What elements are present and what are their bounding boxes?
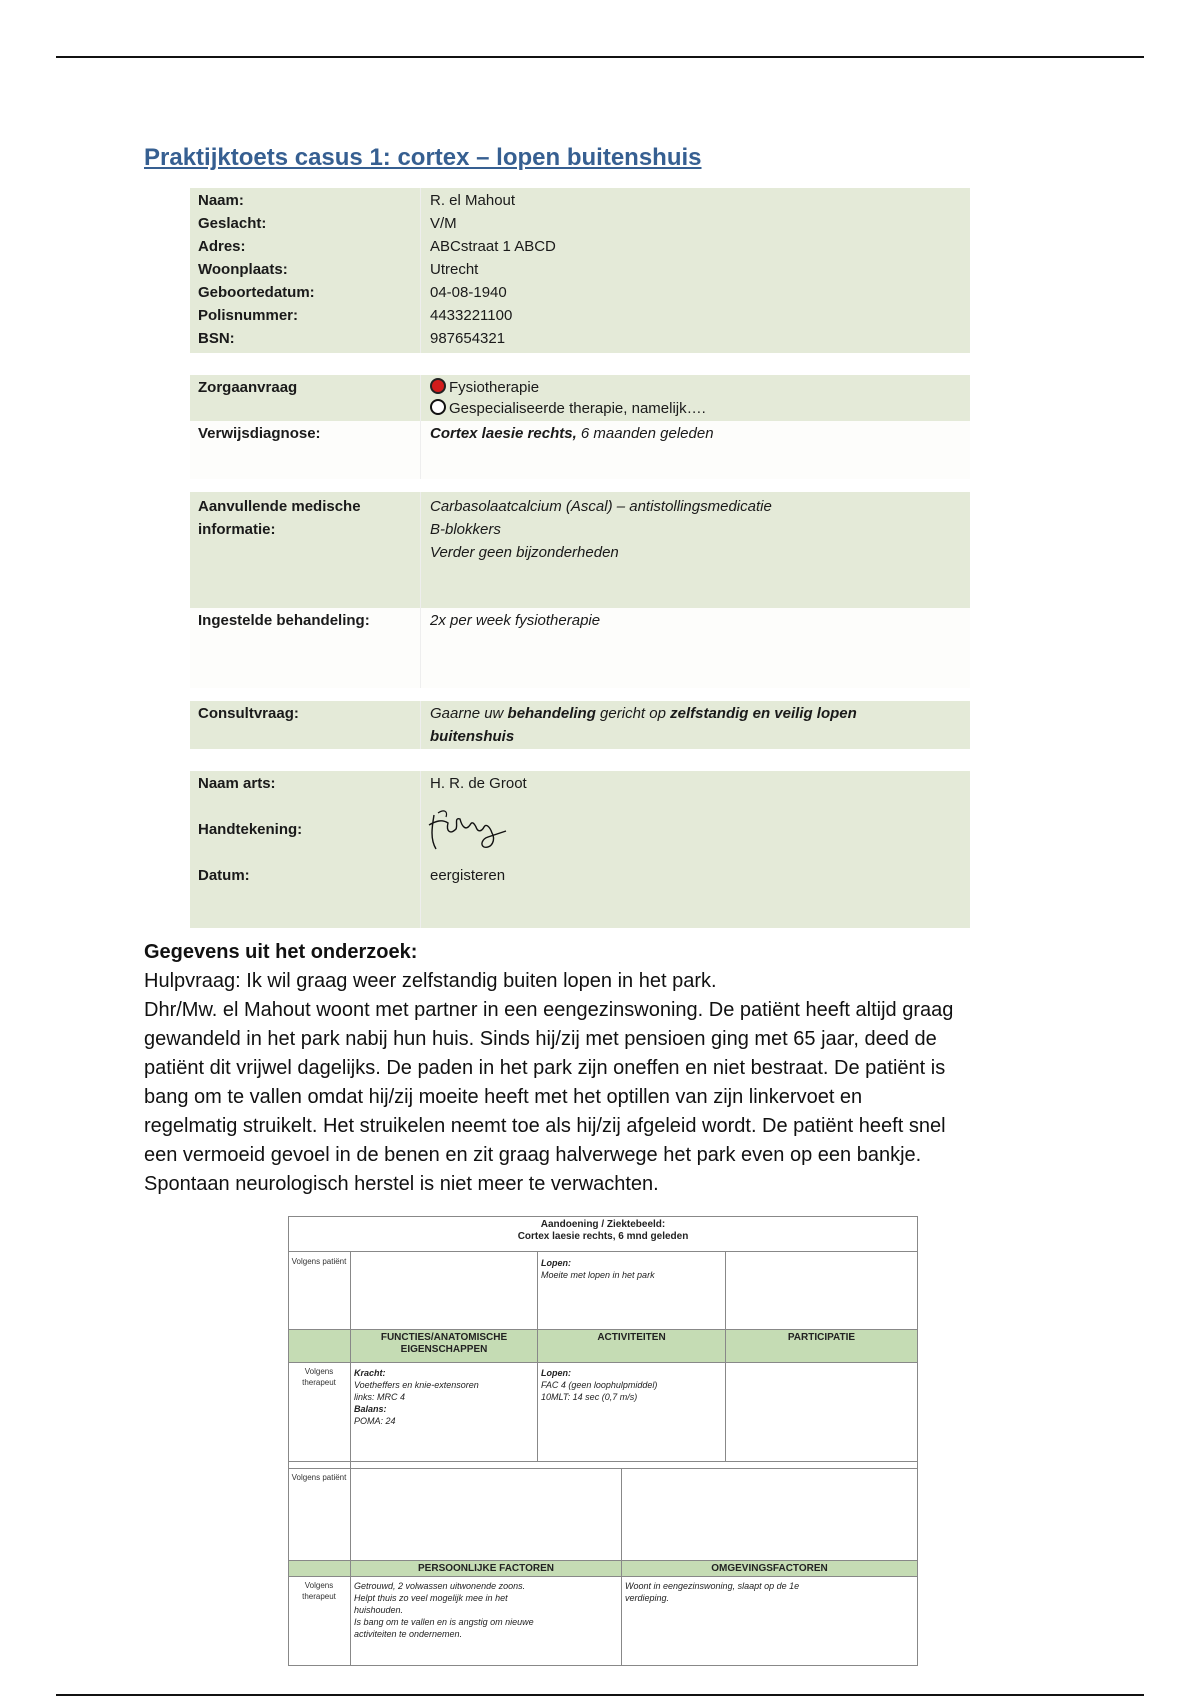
behandeling-value: 2x per week fysiotherapie [430, 612, 601, 629]
arts-block [190, 771, 970, 928]
behandeling-block [190, 608, 970, 688]
aanvullend-block [190, 492, 970, 608]
icf-hdr-persoonlijk: PERSOONLIJKE FACTOREN [350, 1560, 622, 1577]
onderzoek-heading: Gegevens uit het onderzoek: [144, 941, 418, 963]
onderzoek-line-7: Spontaan neurologisch herstel is niet meer te verwachten. [144, 1173, 659, 1195]
patient-label-naam: Naam: [198, 192, 244, 209]
zorgaanvraag-label: Zorgaanvraag [198, 379, 298, 396]
patient-value-geboortedatum: 04-08-1940 [430, 284, 507, 301]
onderzoek-line-6: een vermoeid gevoel in de benen en zit graag halverwege het park even op een bankje. [144, 1144, 922, 1166]
icf-functies-therapeut: Kracht: Voetheffers en knie-extensoren links: MRC 4 Balans: POMA: 24 [354, 1368, 479, 1426]
icf-hdr-participatie: PARTICIPATIE [725, 1329, 918, 1363]
patient-label-bsn: BSN: [198, 330, 235, 347]
onderzoek-section [144, 938, 1084, 1199]
icf-activiteiten-therapeut: Lopen: FAC 4 (geen loophulpmiddel) 10MLT: 14 sec (0,7 m/s) [541, 1368, 658, 1402]
icf-title: Aandoening / Ziektebeeld: Cortex laesie rechts, 6 mnd geleden [517, 1219, 689, 1242]
icf-volgens-patient-1: Volgens patiënt [291, 1257, 347, 1266]
onderzoek-line-2: gewandeld in het park nabij hun huis. Sinds hij/zij met pensioen ging met 65 jaar, deed de [144, 1028, 937, 1050]
icf-volgens-therapeut-2: Volgens therapeut [302, 1581, 336, 1601]
patient-value-polisnummer: 4433221100 [430, 307, 513, 324]
icf-hdr-omgeving: OMGEVINGSFACTOREN [621, 1560, 918, 1577]
icf-volgens-therapeut-1: Volgens therapeut [302, 1367, 336, 1387]
icf-lopen-patient: Lopen: Moeite met lopen in het park [541, 1258, 655, 1280]
radio-unselected-icon [430, 399, 446, 415]
aanvullend-label-2: informatie: [198, 521, 276, 538]
patient-value-geslacht: V/M [430, 215, 457, 232]
icf-hdr-corner [288, 1329, 351, 1363]
patient-value-bsn: 987654321 [430, 330, 506, 347]
zorgaanvraag-block [190, 375, 970, 421]
datum-label: Datum: [198, 867, 250, 884]
footer-rule [56, 1694, 1144, 1696]
icf-schema [288, 1216, 918, 1666]
aanvullend-label-1: Aanvullende medische [198, 498, 361, 515]
icf-persoonlijk-therapeut: Getrouwd, 2 volwassen uitwonende zoons. Helpt thuis zo veel mogelijk mee in het huishouden. Is bang om te vallen en is angstig om nieuwe activiteiten te ondernemen. [354, 1581, 534, 1639]
aanvullend-line-2: B-blokkers [430, 521, 501, 538]
patient-value-woonplaats: Utrecht [430, 261, 479, 278]
patient-label-woonplaats: Woonplaats: [198, 261, 288, 278]
consult-line-1: Gaarne uw behandeling gericht op zelfstandig en veilig lopen [430, 705, 857, 722]
consult-label: Consultvraag: [198, 705, 299, 722]
zorgaanvraag-option-gespecialiseerd[interactable]: Gespecialiseerde therapie, namelijk…. [430, 399, 706, 417]
patient-value-adres: ABCstraat 1 ABCD [430, 238, 556, 255]
handtekening-label: Handtekening: [198, 821, 303, 838]
patient-label-adres: Adres: [198, 238, 246, 255]
behandeling-label: Ingestelde behandeling: [198, 612, 370, 629]
aanvullend-line-1: Carbasolaatcalcium (Ascal) – antistollingsmedicatie [430, 498, 772, 515]
verwijsdiagnose-block [190, 421, 970, 479]
hulpvraag: Hulpvraag: Ik wil graag weer zelfstandig buiten lopen in het park. [144, 970, 717, 992]
icf-hdr-corner-2 [288, 1560, 351, 1577]
icf-hdr-activiteiten: ACTIVITEITEN [537, 1329, 726, 1363]
consult-block [190, 701, 970, 749]
icf-volgens-patient-2: Volgens patiënt [291, 1473, 347, 1482]
icf-hdr-functies: FUNCTIES/ANATOMISCHE EIGENSCHAPPEN [350, 1329, 538, 1363]
onderzoek-line-4: bang om te vallen omdat hij/zij moeite heeft met het optillen van zijn linkervoet en [144, 1086, 863, 1108]
patient-block [190, 188, 970, 353]
onderzoek-line-3: patiënt dit vrijwel dagelijks. De paden in het park zijn oneffen en niet bestraat. De patiënt is [144, 1057, 946, 1079]
consult-line-2: buitenshuis [430, 728, 515, 745]
patient-label-polisnummer: Polisnummer: [198, 307, 299, 324]
patient-label-geboortedatum: Geboortedatum: [198, 284, 315, 301]
radio-selected-icon [430, 378, 446, 394]
signature-image [426, 805, 516, 857]
aanvullend-line-3: Verder geen bijzonderheden [430, 544, 619, 561]
patient-value-naam: R. el Mahout [430, 192, 516, 209]
verwijsdiagnose-label: Verwijsdiagnose: [198, 425, 321, 442]
verwijsdiagnose-value: Cortex laesie rechts, 6 maanden geleden [430, 425, 714, 442]
page-title: Praktijktoets casus 1: cortex – lopen buitenshuis [144, 144, 702, 171]
zorgaanvraag-option-fysio[interactable]: Fysiotherapie [430, 378, 539, 396]
patient-label-geslacht: Geslacht: [198, 215, 267, 232]
datum-value: eergisteren [430, 867, 506, 884]
header-rule [56, 56, 1144, 58]
onderzoek-line-5: regelmatig struikelt. Het struikelen neemt toe als hij/zij afgeleid wordt. De patiënt heeft snel [144, 1115, 946, 1137]
icf-omgeving-therapeut: Woont in eengezinswoning, slaapt op de 1e verdieping. [625, 1581, 800, 1603]
arts-naam-label: Naam arts: [198, 775, 276, 792]
arts-naam-value: H. R. de Groot [430, 775, 527, 792]
referral-form [190, 188, 970, 928]
onderzoek-line-1: Dhr/Mw. el Mahout woont met partner in een eengezinswoning. De patiënt heeft altijd graag [144, 999, 954, 1021]
